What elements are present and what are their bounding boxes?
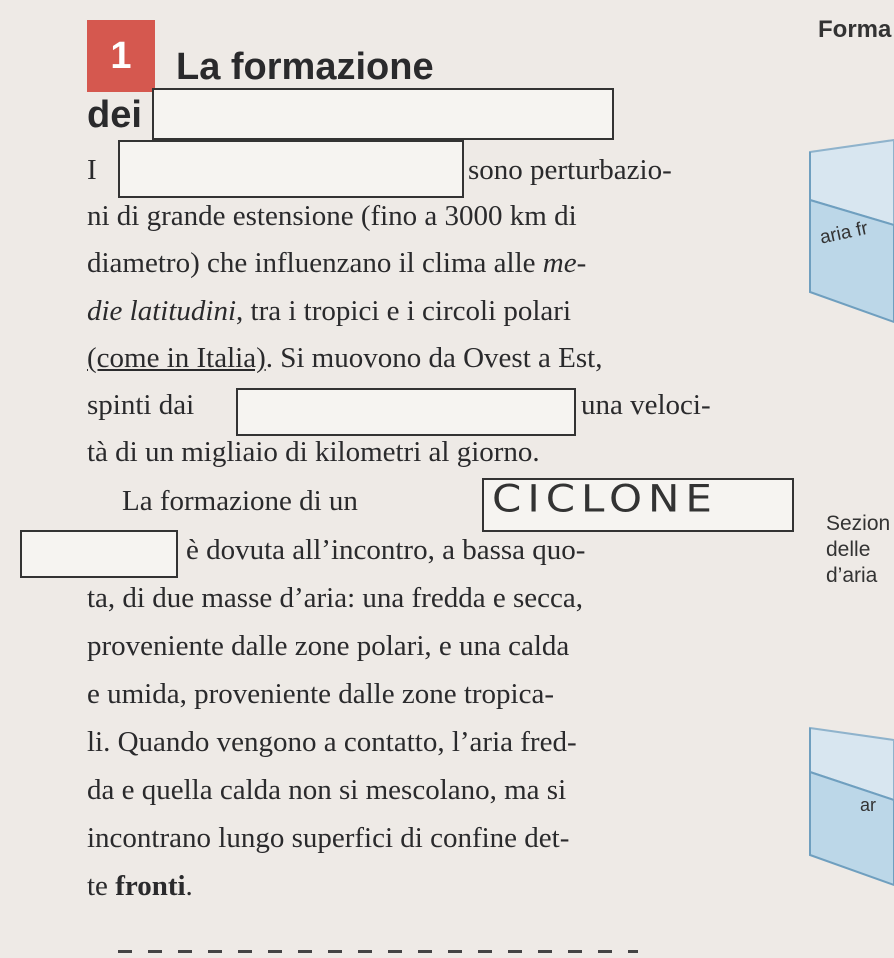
italic-term: me-: [542, 247, 587, 279]
text-line: I: [87, 154, 97, 186]
text-line: spinti dai: [87, 389, 195, 421]
handwritten-answer: CICLONE: [492, 476, 718, 521]
diagram-label-cold-air: aria fr: [818, 217, 870, 249]
text-line: li. Quando vengono a contatto, l’aria fred-: [87, 726, 577, 758]
underlined-text: (come in Italia): [87, 342, 266, 374]
text-line: sono perturbazio-: [468, 154, 672, 186]
text-line: La formazione di un: [122, 485, 358, 517]
figure-caption-line: Sezion: [826, 512, 891, 535]
text-line: [87, 342, 602, 375]
text-span: . Si muovono da Ovest a Est,: [265, 342, 603, 374]
text-line: ta, di due masse d’aria: una fredda e secca,: [87, 582, 583, 614]
text-line: incontrano lungo superfici di confine det-: [87, 822, 570, 854]
section-title: La formazione: [176, 46, 434, 88]
text-line: [87, 295, 571, 328]
section-number-badge: 1: [87, 20, 155, 92]
fill-blank-title[interactable]: [152, 88, 614, 140]
text-line: proveniente dalle zone polari, e una calda: [87, 630, 570, 662]
page-corner-heading: Forma: [818, 16, 892, 43]
text-span: , tra i tropici e i circoli polari: [236, 295, 572, 327]
text-line: e umida, proveniente dalle zone tropica-: [87, 678, 555, 710]
text-span: diametro) che influenzano il clima alle: [87, 247, 543, 279]
section-title-line2: dei: [87, 94, 142, 136]
text-line: è dovuta all’incontro, a bassa quo-: [186, 534, 586, 566]
text-line: [87, 870, 193, 903]
fill-blank-2[interactable]: [236, 388, 576, 436]
text-span: .: [185, 870, 193, 902]
figure-caption-line: delle: [826, 538, 871, 561]
bold-term: fronti: [115, 870, 186, 902]
fill-blank-4[interactable]: [20, 530, 178, 578]
text-line: tà di un migliaio di kilometri al giorno.: [87, 436, 540, 468]
text-line: ni di grande estensione (fino a 3000 km di: [87, 200, 577, 232]
figure-caption-line: d’aria: [826, 564, 878, 587]
cutoff-next-line: [118, 942, 638, 958]
italic-term: die latitudini: [87, 295, 237, 327]
diagram-label-air: ar: [860, 795, 877, 815]
text-line: una veloci-: [581, 389, 711, 421]
text-line: [87, 247, 586, 280]
text-span: te: [87, 870, 116, 902]
text-line: da e quella calda non si mescolano, ma si: [87, 774, 567, 806]
fill-blank-1[interactable]: [118, 140, 464, 198]
